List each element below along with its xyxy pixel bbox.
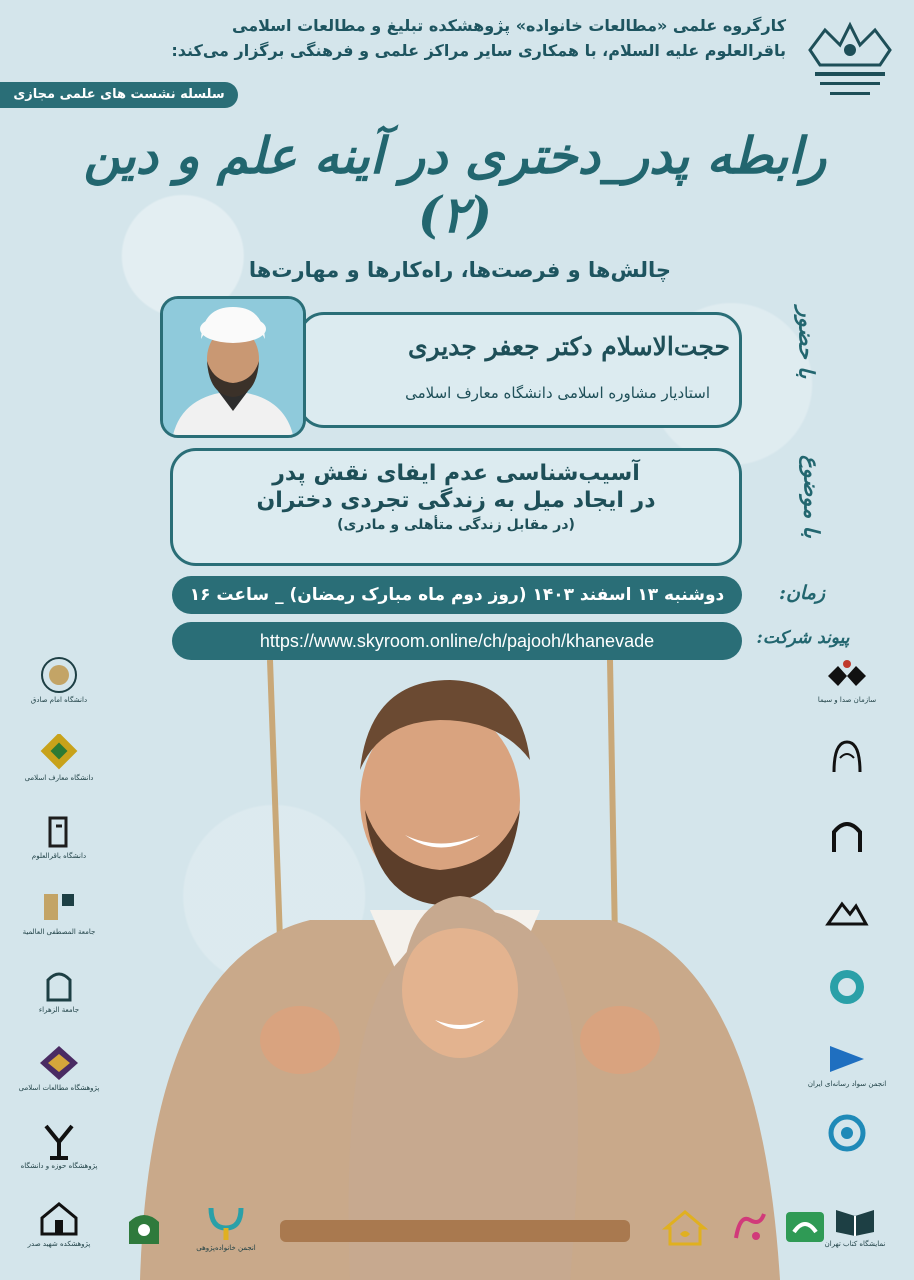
time-value: دوشنبه ۱۳ اسفند ۱۴۰۳ (روز دوم ماه مبارک رمضان) _ ساعت ۱۶ — [172, 576, 742, 614]
page-title: رابطه پدر_دختری در آینه علم و دین (۲) — [83, 126, 827, 244]
header-line-1: کارگروه علمی «مطالعات خانواده» پژوهشکده تبلیغ و مطالعات اسلامی — [232, 16, 786, 35]
left-logo-2-caption: دانشگاه معارف اسلامی — [24, 774, 94, 782]
family-association-logo-icon — [203, 1204, 249, 1242]
left-logo-7 — [20, 1118, 98, 1174]
left-logo-8-caption: پژوهشکده شهید صدر — [27, 1240, 91, 1248]
sadiq-university-logo-icon — [36, 656, 82, 694]
speaker-label: با حضور — [794, 306, 820, 379]
right-logo-6-caption: انجمن سواد رسانه‌ای ایران — [807, 1080, 887, 1088]
right-logo-3 — [818, 808, 876, 864]
join-link[interactable]: https://www.skyroom.online/ch/pajooh/khanevade — [172, 622, 742, 660]
seminary-logo-icon — [36, 1122, 82, 1160]
mustafa-society-logo-icon — [36, 888, 82, 926]
left-logo-2 — [24, 730, 94, 786]
speaker-box — [298, 312, 742, 428]
left-logo-1-caption: دانشگاه امام صادق — [30, 696, 88, 704]
maaref-university-logo-icon — [36, 734, 82, 772]
father-daughter-swing-photo — [140, 660, 780, 1280]
circle-logo-icon — [824, 1114, 870, 1152]
organizer-header — [166, 14, 786, 64]
bottom-logo-3 — [656, 1200, 714, 1256]
left-logo-8 — [27, 1196, 91, 1252]
topic-line-1: آسیب‌شناسی عدم ایفای نقش پدر — [272, 461, 640, 486]
right-logo-7 — [818, 1106, 876, 1162]
media-literacy-logo-icon — [824, 1040, 870, 1078]
series-badge: سلسله نشست های علمی مجازی — [0, 82, 238, 108]
hosseinieh-logo-icon — [121, 1208, 167, 1246]
right-logo-1-caption: سازمان صدا و سیما — [817, 696, 877, 704]
shahid-sadr-logo-icon — [36, 1200, 82, 1238]
left-logo-1 — [30, 652, 88, 708]
iran-broadcasting-logo-icon — [824, 656, 870, 694]
house-logo-icon — [662, 1208, 708, 1246]
right-logo-1 — [818, 652, 876, 708]
link-label: پیوند شرکت: — [756, 628, 850, 648]
sabz-logo-icon — [782, 1208, 828, 1246]
header-line-2: باقرالعلوم علیه السلام، با همکاری سایر مراکز علمی و فرهنگی برگزار می‌کند: — [171, 40, 786, 60]
topic-box — [170, 448, 742, 566]
speaker-role: استادیار مشاوره اسلامی دانشگاه معارف اسلامی — [405, 384, 710, 402]
topic-line-3: (در مقابل زندگی متأهلی و مادری) — [337, 517, 575, 533]
right-logo-5 — [818, 960, 876, 1016]
bottom-logo-1 — [112, 1200, 176, 1256]
right-logo-8 — [826, 1196, 884, 1252]
left-logo-6 — [18, 1040, 100, 1096]
left-logo-5 — [30, 962, 88, 1018]
baqir-uloom-institute-logo-icon — [800, 10, 900, 110]
left-logo-4-caption: جامعة المصطفی العالمیة — [22, 928, 96, 936]
bottom-logo-4 — [720, 1200, 778, 1256]
counseling-center-logo-icon — [824, 968, 870, 1006]
bottom-logo-5 — [776, 1200, 834, 1256]
left-logo-6-caption: پژوهشگاه مطالعات اسلامی — [18, 1084, 100, 1092]
calligraphy-logo-icon — [824, 738, 870, 776]
right-logo-4 — [818, 884, 876, 940]
left-logo-5-caption: جامعة الزهراء — [38, 1006, 80, 1014]
speaker-photo — [160, 296, 306, 438]
mosque-logo-icon — [824, 816, 870, 854]
bottom-logo-2-caption: انجمن خانواده‌پژوهی — [196, 1244, 256, 1252]
right-logo-2 — [818, 730, 876, 786]
islamic-studies-logo-icon — [36, 1044, 82, 1082]
right-logo-8-caption: نمایشگاه کتاب تهران — [824, 1240, 886, 1248]
left-logo-3-caption: دانشگاه باقرالعلوم — [31, 852, 87, 860]
subtitle: چالش‌ها و فرصت‌ها، راه‌کارها و مهارت‌ها — [248, 258, 672, 282]
zahra-society-logo-icon — [36, 966, 82, 1004]
topic-label: با موضوع — [799, 455, 825, 538]
left-logo-3 — [30, 808, 88, 864]
right-logo-6 — [807, 1036, 887, 1092]
time-label: زمان: — [778, 582, 826, 604]
book-logo-icon — [832, 1200, 878, 1238]
speaker-name: حجت‌الاسلام دکتر جعفر جدیری — [407, 332, 730, 361]
rozan-logo-icon — [726, 1208, 772, 1246]
topic-line-2: در ایجاد میل به زندگی تجردی دختران — [256, 488, 656, 513]
left-logo-4 — [22, 884, 96, 940]
baqir-uloom-logo-icon — [36, 812, 82, 850]
bottom-logo-2 — [186, 1200, 266, 1256]
mountain-logo-icon — [824, 892, 870, 930]
left-logo-7-caption: پژوهشگاه حوزه و دانشگاه — [20, 1162, 98, 1170]
